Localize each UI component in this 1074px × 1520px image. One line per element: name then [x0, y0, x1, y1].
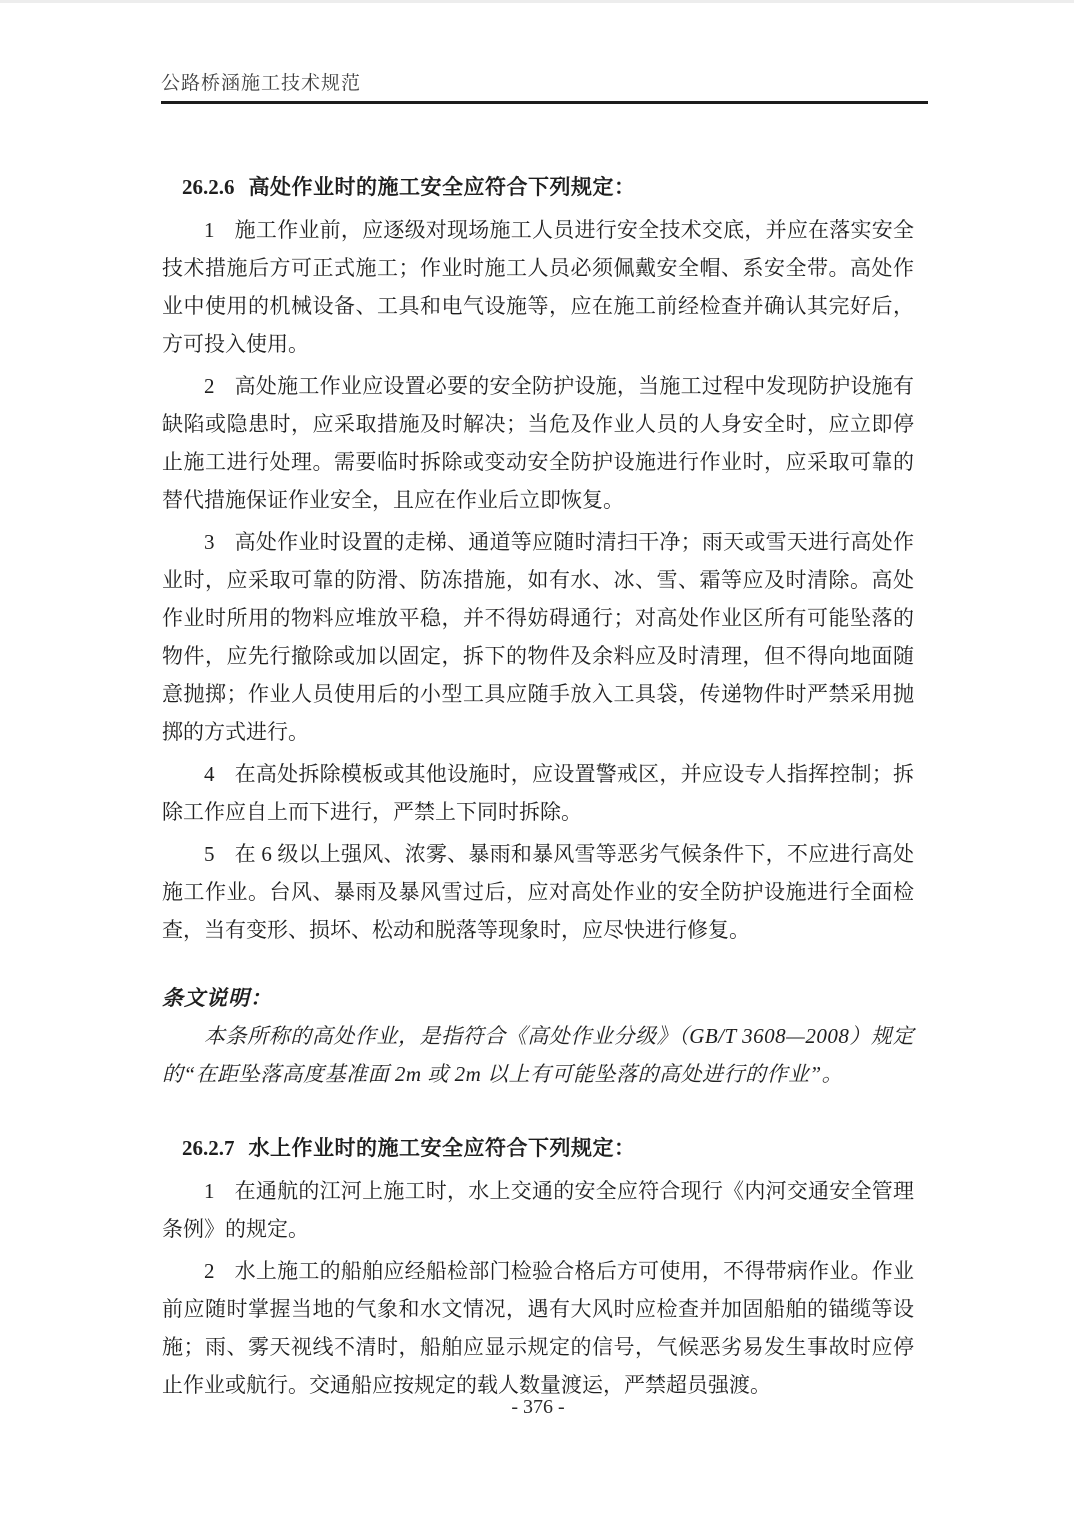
item-text: 在 6 级以上强风、浓雾、暴雨和暴风雪等恶劣气候条件下，不应进行高处施工作业。台风、暴雨及暴风雪过后，应对高处作业的安全防护设施进行全面检查，当有变形、损坏、松动和脱落等现象时，应尽快进行修复。	[162, 842, 914, 942]
page-header	[161, 0, 928, 104]
page-number: - 376 -	[511, 1396, 565, 1418]
clause-item	[162, 1252, 914, 1404]
clause-number: 26.2.6	[182, 175, 235, 199]
page-footer	[162, 1396, 914, 1419]
clause-number: 26.2.7	[182, 1136, 235, 1160]
commentary-section	[162, 979, 914, 1093]
document-body	[162, 168, 914, 1404]
clause-title: 水上作业时的施工安全应符合下列规定：	[248, 1137, 636, 1160]
item-text: 施工作业前，应逐级对现场施工人员进行安全技术交底，并应在落实安全技术措施后方可正式施工；作业时施工人员必须佩戴安全帽、系安全带。高处作业中使用的机械设备、工具和电气设施等，应在施工前经检查并确认其完好后，方可投入使用。	[162, 218, 914, 356]
item-number: 2	[204, 1259, 215, 1283]
clause-title: 高处作业时的施工安全应符合下列规定：	[248, 176, 636, 199]
clause-heading-26-2-6	[162, 168, 914, 207]
clause-item	[162, 835, 914, 949]
item-number: 1	[204, 1179, 215, 1203]
header-title: 公路桥涵施工技术规范	[161, 73, 362, 94]
clause-item	[162, 1172, 914, 1248]
scan-edge-artifact	[0, 0, 1074, 3]
clause-item	[162, 755, 914, 831]
item-text: 在高处拆除模板或其他设施时，应设置警戒区，并应设专人指挥控制；拆除工作应自上而下进行，严禁上下同时拆除。	[162, 762, 914, 824]
item-number: 4	[204, 762, 215, 786]
item-text: 水上施工的船舶应经船检部门检验合格后方可使用，不得带病作业。作业前应随时掌握当地的气象和水文情况，遇有大风时应检查并加固船舶的锚缆等设施；雨、雾天视线不清时，船舶应显示规定的信号，气候恶劣易发生事故时应停止作业或航行。交通船应按规定的载人数量渡运，严禁超员强渡。	[162, 1259, 914, 1397]
item-text: 高处作业时设置的走梯、通道等应随时清扫干净；雨天或雪天进行高处作业时，应采取可靠的防滑、防冻措施，如有水、冰、雪、霜等应及时清除。高处作业时所用的物料应堆放平稳，并不得妨碍通行；对高处作业区所有可能坠落的物件，应先行撤除或加以固定，拆下的物件及余料应及时清理，但不得向地面随意抛掷；作业人员使用后的小型工具应随手放入工具袋，传递物件时严禁采用抛掷的方式进行。	[162, 530, 914, 744]
item-text: 高处施工作业应设置必要的安全防护设施，当施工过程中发现防护设施有缺陷或隐患时，应采取措施及时解决；当危及作业人员的人身安全时，应立即停止施工进行处理。需要临时拆除或变动安全防护设施进行作业时，应采取可靠的替代措施保证作业安全，且应在作业后立即恢复。	[162, 374, 914, 512]
clause-item	[162, 367, 914, 519]
clause-heading-26-2-7	[162, 1129, 914, 1168]
item-number: 1	[204, 218, 215, 242]
commentary-label: 条文说明：	[162, 986, 272, 1010]
item-number: 5	[204, 842, 215, 866]
commentary-text: 本条所称的高处作业，是指符合《高处作业分级》（GB/T 3608—2008）规定的“在距坠落高度基准面 2m 或 2m 以上有可能坠落的高处进行的作业”。	[162, 1024, 914, 1086]
clause-item	[162, 523, 914, 751]
item-number: 3	[204, 530, 215, 554]
item-text: 在通航的江河上施工时，水上交通的安全应符合现行《内河交通安全管理条例》的规定。	[162, 1179, 914, 1241]
item-number: 2	[204, 374, 215, 398]
clause-item	[162, 211, 914, 363]
